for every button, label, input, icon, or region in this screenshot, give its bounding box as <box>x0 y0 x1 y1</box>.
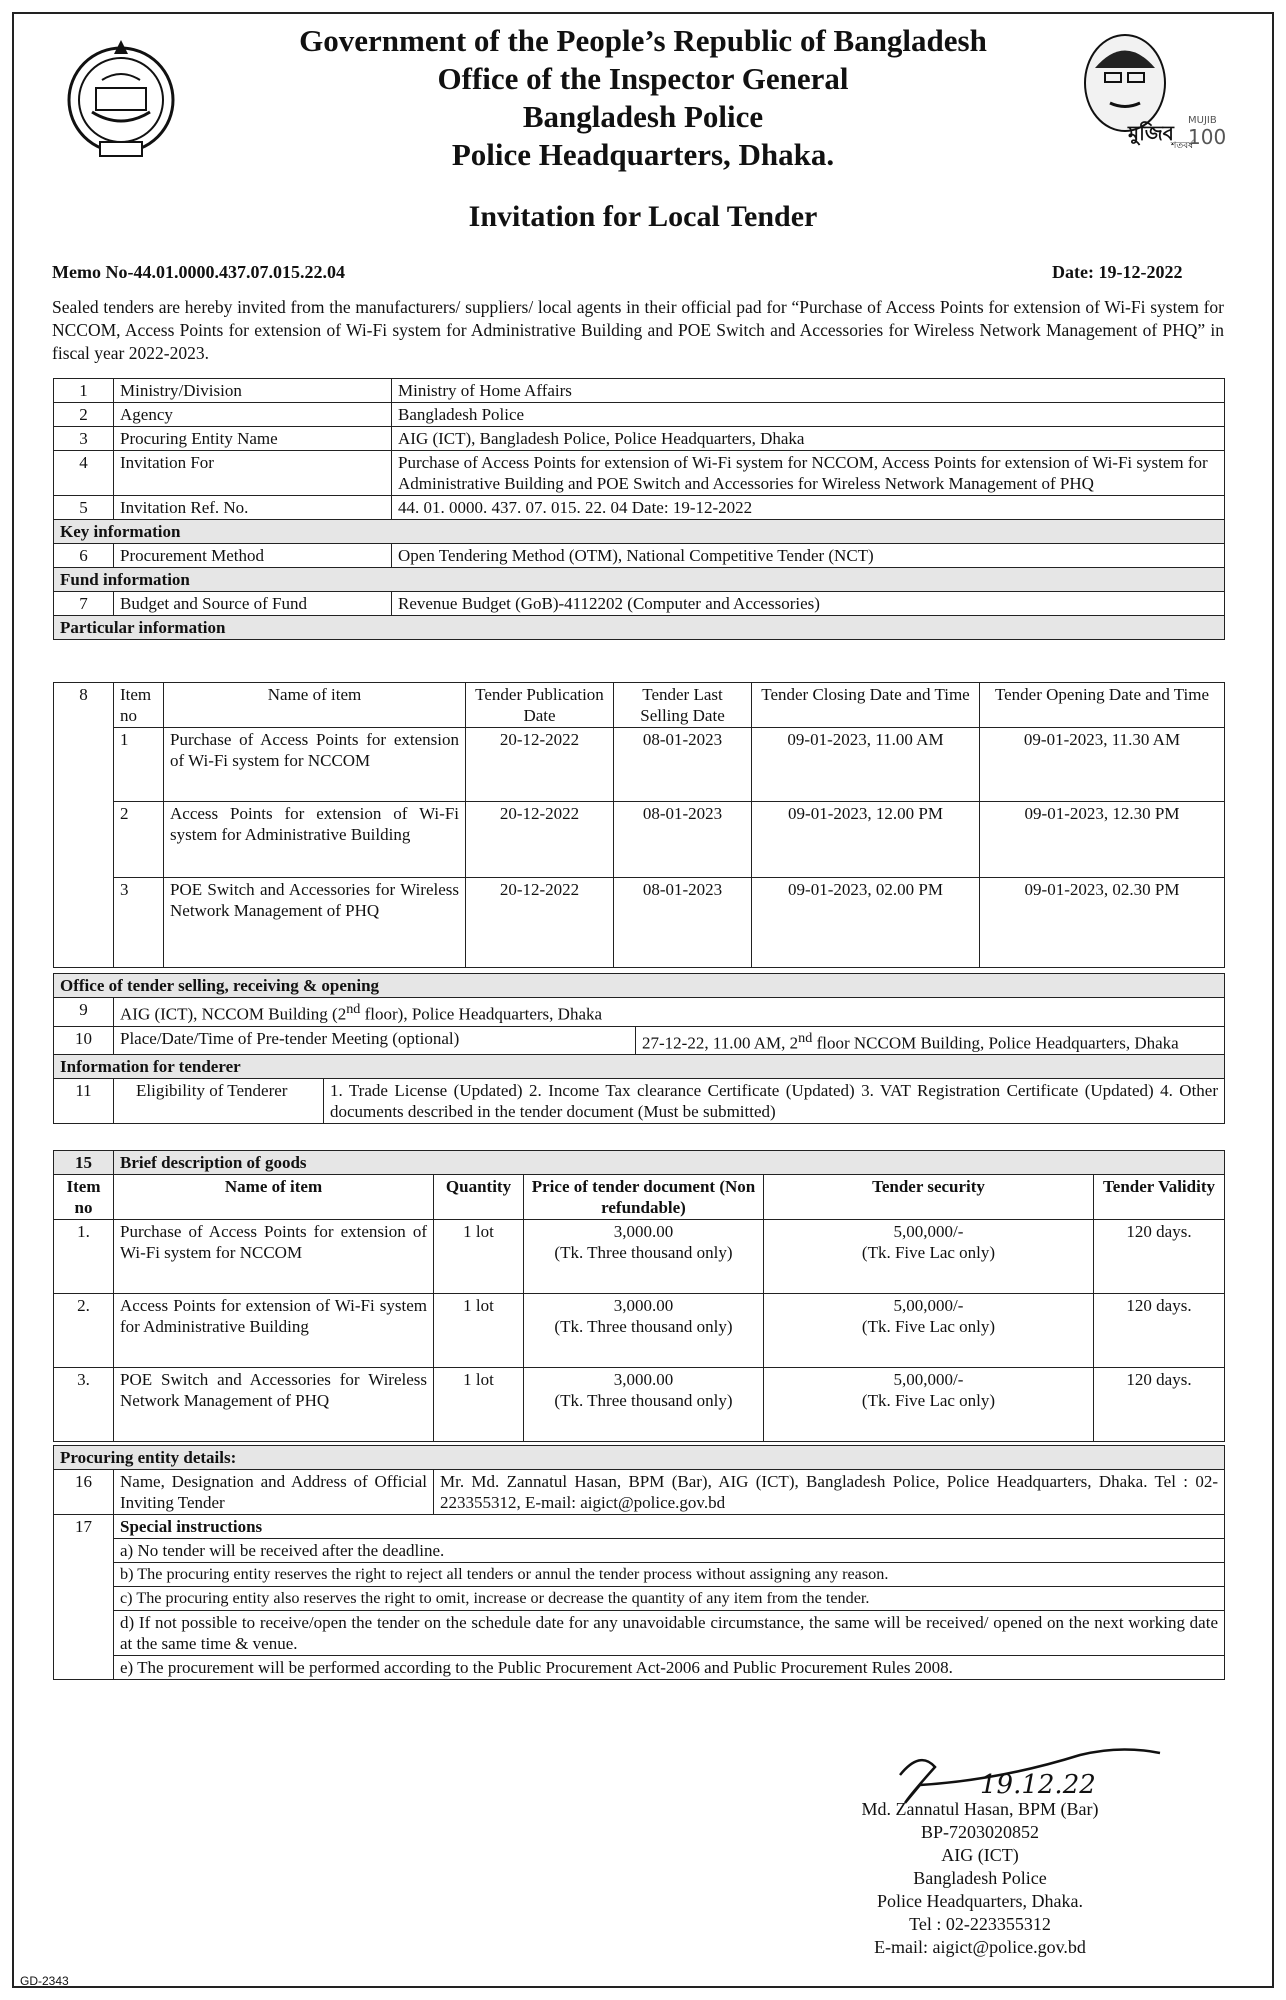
item-number: 2 <box>114 802 164 878</box>
column-header: Tender Validity <box>1094 1175 1225 1220</box>
row-number: 4 <box>54 451 114 496</box>
memo-number: Memo No-44.01.0000.437.07.015.22.04 <box>52 262 345 282</box>
row-number: 10 <box>54 1026 114 1055</box>
column-header: Item no <box>114 683 164 728</box>
closing-date: 09-01-2023, 12.00 PM <box>752 802 980 878</box>
validity: 120 days. <box>1094 1368 1225 1442</box>
instruction: b) The procuring entity reserves the right to reject all tenders or annul the tender process without assigning any reason. <box>114 1563 1225 1587</box>
row-label: Procuring Entity Name <box>114 427 392 451</box>
tender-info-table <box>53 378 1225 640</box>
goods-table <box>53 1150 1225 1442</box>
row-value: Bangladesh Police <box>392 403 1225 427</box>
row-value: Open Tendering Method (OTM), National Competitive Tender (NCT) <box>392 544 1225 568</box>
row-label: Place/Date/Time of Pre-tender Meeting (optional) <box>114 1026 636 1055</box>
superscript: nd <box>346 1001 361 1017</box>
table-row <box>54 403 1225 427</box>
price: 3,000.00 <box>613 1296 674 1315</box>
signatory-org: Bangladesh Police <box>913 1868 1047 1888</box>
row-number: 6 <box>54 544 114 568</box>
office-table <box>53 973 1225 1124</box>
opening-date: 09-01-2023, 12.30 PM <box>980 802 1225 878</box>
section-heading: Particular information <box>54 616 1225 640</box>
column-header: Price of tender document (Non refundable) <box>524 1175 764 1220</box>
item-name: Access Points for extension of Wi-Fi system for Administrative Building <box>164 802 466 878</box>
item-name: Purchase of Access Points for extension of Wi-Fi system for NCCOM <box>164 728 466 802</box>
item-number: 3. <box>54 1368 114 1442</box>
quantity: 1 lot <box>434 1220 524 1294</box>
table-row <box>54 802 1225 878</box>
list-item <box>54 1656 1225 1680</box>
schedule-table <box>53 682 1225 968</box>
row-label: Eligibility of Tenderer <box>114 1079 324 1124</box>
row-number: 16 <box>54 1470 114 1515</box>
publication-date: 20-12-2022 <box>466 728 614 802</box>
column-header: Tender Closing Date and Time <box>752 683 980 728</box>
intro-paragraph: Sealed tenders are hereby invited from the manufacturers/ suppliers/ local agents in their official pad for “Purchase of Access Points for extension of Wi-Fi system for NCCOM, Access Points for extension of Wi-Fi system for Administrative Building and POE Switch and Accessories for Wireless Network Management of PHQ” in fiscal year 2022-2023. <box>52 297 1224 363</box>
list-item <box>54 1587 1225 1611</box>
publication-date: 20-12-2022 <box>466 802 614 878</box>
column-header: Tender Publication Date <box>466 683 614 728</box>
row-number: 17 <box>54 1515 114 1680</box>
row-number: 15 <box>54 1151 114 1175</box>
table-row <box>54 592 1225 616</box>
column-header: Tender security <box>764 1175 1094 1220</box>
column-header: Name of item <box>164 683 466 728</box>
signature-block <box>790 1740 1170 1959</box>
signature-date: 19.12.22 <box>980 1770 1096 1800</box>
publication-date: 20-12-2022 <box>466 878 614 968</box>
table-row <box>54 427 1225 451</box>
item-number: 1. <box>54 1220 114 1294</box>
instruction: d) If not possible to receive/open the tender on the schedule date for any unavoidable circumstance, the same will be received/ opened on the next working date at the same time & venue. <box>114 1611 1225 1656</box>
item-number: 1 <box>114 728 164 802</box>
column-header: Quantity <box>434 1175 524 1220</box>
list-item <box>54 1539 1225 1563</box>
office-address-rest: floor), Police Headquarters, Dhaka <box>360 1004 603 1024</box>
section-heading: Information for tenderer <box>54 1055 1225 1079</box>
row-label: Procurement Method <box>114 544 392 568</box>
mujib-bangla-text: মুজিব <box>1128 121 1174 145</box>
column-header: Tender Last Selling Date <box>614 683 752 728</box>
table-row <box>54 1470 1225 1515</box>
price-words: (Tk. Three thousand only) <box>554 1317 733 1336</box>
table-row <box>54 1294 1225 1368</box>
row-number: 2 <box>54 403 114 427</box>
mujib-text: MUJIB <box>1188 115 1217 126</box>
security-words: (Tk. Five Lac only) <box>861 1243 996 1262</box>
table-row <box>54 496 1225 520</box>
procuring-table <box>53 1445 1225 1680</box>
row-value: Ministry of Home Affairs <box>392 379 1225 403</box>
meeting-info: 27-12-22, 11.00 AM, 2 <box>642 1033 799 1053</box>
column-header: Item no <box>54 1175 114 1220</box>
row-value <box>114 998 1225 1027</box>
security: 5,00,000/- <box>893 1222 964 1241</box>
quantity: 1 lot <box>434 1368 524 1442</box>
signatory-bp: BP-7203020852 <box>920 1822 1039 1842</box>
price-words: (Tk. Three thousand only) <box>554 1391 733 1410</box>
section-heading: Special instructions <box>114 1515 1225 1539</box>
table-row <box>54 1026 1225 1055</box>
table-row <box>54 379 1225 403</box>
item-name: POE Switch and Accessories for Wireless Network Management of PHQ <box>114 1368 434 1442</box>
superscript: nd <box>798 1029 813 1046</box>
signatory-designation: AIG (ICT) <box>941 1845 1019 1865</box>
item-number: 3 <box>114 878 164 968</box>
column-header: Tender Opening Date and Time <box>980 683 1225 728</box>
page-title: Invitation for Local Tender <box>468 200 818 233</box>
opening-date: 09-01-2023, 02.30 PM <box>980 878 1225 968</box>
office-address: AIG (ICT), NCCOM Building (2 <box>120 1004 347 1024</box>
row-number: 7 <box>54 592 114 616</box>
section-heading: Key information <box>54 520 1225 544</box>
security-cell <box>764 1368 1094 1442</box>
row-label: Budget and Source of Fund <box>114 592 392 616</box>
last-selling-date: 08-01-2023 <box>614 878 752 968</box>
list-item <box>54 1563 1225 1587</box>
row-value: Revenue Budget (GoB)-4112202 (Computer and Accessories) <box>392 592 1225 616</box>
instruction: c) The procuring entity also reserves the right to omit, increase or decrease the quantity of any item from the tender. <box>114 1587 1225 1611</box>
instruction: e) The procurement will be performed according to the Public Procurement Act-2006 and Public Procurement Rules 2008. <box>114 1656 1225 1680</box>
row-number: 9 <box>54 998 114 1027</box>
signatory-tel: Tel : 02-223355312 <box>909 1914 1051 1934</box>
row-label: Invitation Ref. No. <box>114 496 392 520</box>
row-label: Invitation For <box>114 451 392 496</box>
signatory-name: Md. Zannatul Hasan, BPM (Bar) <box>861 1799 1099 1819</box>
row-number: 3 <box>54 427 114 451</box>
item-name: Purchase of Access Points for extension of Wi-Fi system for NCCOM <box>114 1220 434 1294</box>
row-value: Mr. Md. Zannatul Hasan, BPM (Bar), AIG (ICT), Bangladesh Police, Police Headquarters, Dhaka. Tel : 02-223355312, E-mail: aigict@police.gov.bd <box>434 1470 1225 1515</box>
last-selling-date: 08-01-2023 <box>614 728 752 802</box>
table-row <box>54 1368 1225 1442</box>
row-label: Name, Designation and Address of Official Inviting Tender <box>114 1470 434 1515</box>
table-row <box>54 544 1225 568</box>
price: 3,000.00 <box>613 1370 674 1389</box>
shotoborsho-text: শতবর্ষ <box>1171 141 1194 151</box>
last-selling-date: 08-01-2023 <box>614 802 752 878</box>
validity: 120 days. <box>1094 1294 1225 1368</box>
footer-code: GD-2343 <box>20 1974 69 1988</box>
price-cell <box>524 1368 764 1442</box>
govt-title: Government of the People’s Republic of Bangladesh <box>299 23 987 58</box>
row-label: Ministry/Division <box>114 379 392 403</box>
item-number: 2. <box>54 1294 114 1368</box>
security: 5,00,000/- <box>893 1370 964 1389</box>
table-row <box>54 1220 1225 1294</box>
table-row <box>54 998 1225 1027</box>
signatory-email: E-mail: aigict@police.gov.bd <box>874 1937 1086 1957</box>
item-name: Access Points for extension of Wi-Fi system for Administrative Building <box>114 1294 434 1368</box>
row-number: 8 <box>54 683 114 968</box>
security-cell <box>764 1294 1094 1368</box>
row-number: 1 <box>54 379 114 403</box>
security: 5,00,000/- <box>893 1296 964 1315</box>
item-name: POE Switch and Accessories for Wireless Network Management of PHQ <box>164 878 466 968</box>
price-cell <box>524 1294 764 1368</box>
meeting-info-rest: floor NCCOM Building, Police Headquarters, Dhaka <box>812 1033 1179 1053</box>
price-words: (Tk. Three thousand only) <box>554 1243 733 1262</box>
memo-date: Date: 19-12-2022 <box>1052 262 1183 282</box>
table-row <box>54 728 1225 802</box>
office-title: Office of the Inspector General <box>437 61 849 96</box>
row-label: Agency <box>114 403 392 427</box>
police-title: Bangladesh Police <box>522 99 764 134</box>
section-heading: Fund information <box>54 568 1225 592</box>
row-number: 11 <box>54 1079 114 1124</box>
column-header: Name of item <box>114 1175 434 1220</box>
validity: 120 days. <box>1094 1220 1225 1294</box>
security-words: (Tk. Five Lac only) <box>861 1391 996 1410</box>
security-words: (Tk. Five Lac only) <box>861 1317 996 1336</box>
closing-date: 09-01-2023, 02.00 PM <box>752 878 980 968</box>
opening-date: 09-01-2023, 11.30 AM <box>980 728 1225 802</box>
row-value: Purchase of Access Points for extension of Wi-Fi system for NCCOM, Access Points for extension of Wi-Fi system for Administrative Building and POE Switch and Accessories for Wireless Network Management of PHQ <box>392 451 1225 496</box>
hundred-text: 100 <box>1188 125 1227 149</box>
signatory-office: Police Headquarters, Dhaka. <box>877 1891 1083 1911</box>
security-cell <box>764 1220 1094 1294</box>
table-row <box>54 1079 1225 1124</box>
list-item <box>54 1611 1225 1656</box>
section-heading: Brief description of goods <box>114 1151 1225 1175</box>
section-heading: Office of tender selling, receiving & opening <box>54 974 1225 998</box>
price: 3,000.00 <box>613 1222 674 1241</box>
table-row <box>54 451 1225 496</box>
price-cell <box>524 1220 764 1294</box>
table-row <box>54 878 1225 968</box>
row-value: 44. 01. 0000. 437. 07. 015. 22. 04 Date: 19-12-2022 <box>392 496 1225 520</box>
hq-title: Police Headquarters, Dhaka. <box>451 137 835 172</box>
closing-date: 09-01-2023, 11.00 AM <box>752 728 980 802</box>
quantity: 1 lot <box>434 1294 524 1368</box>
row-value: 1. Trade License (Updated) 2. Income Tax clearance Certificate (Updated) 3. VAT Registration Certificate (Updated) 4. Other documents described in the tender document (Must be submitted) <box>324 1079 1225 1124</box>
section-heading: Procuring entity details: <box>54 1446 1225 1470</box>
row-value <box>636 1026 1225 1055</box>
row-value: AIG (ICT), Bangladesh Police, Police Headquarters, Dhaka <box>392 427 1225 451</box>
row-number: 5 <box>54 496 114 520</box>
instruction: a) No tender will be received after the deadline. <box>114 1539 1225 1563</box>
